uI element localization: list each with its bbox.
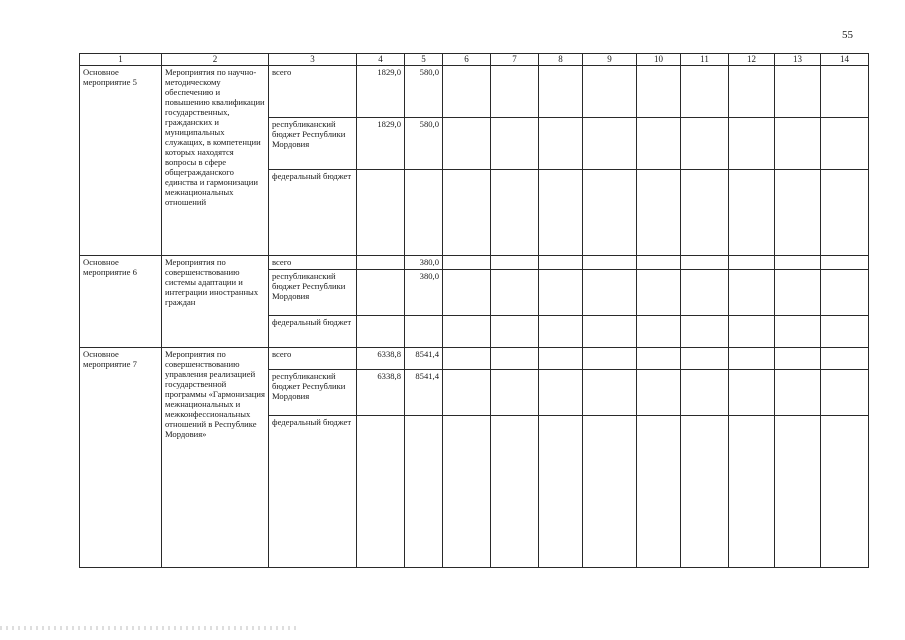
measure-name: Основное мероприятие 7 [80, 348, 162, 568]
value-cell: 6338,8 [357, 370, 405, 416]
column-header: 7 [491, 54, 539, 66]
measure-description: Мероприятия по научно-методическому обеспечению и повышению квалификации государственных, гражданских и муниципальных служащих, в компетенции которых находятся вопросы в сфере общегражданского единства и гармонизации межнациональных отношений [162, 66, 269, 256]
column-header: 8 [539, 54, 583, 66]
column-header: 14 [821, 54, 869, 66]
column-header: 1 [80, 54, 162, 66]
value-cell: 6338,8 [357, 348, 405, 370]
funding-source: федеральный бюджет [269, 416, 357, 568]
value-cell: 8541,4 [405, 370, 443, 416]
value-cell: 1829,0 [357, 66, 405, 118]
measure-name: Основное мероприятие 5 [80, 66, 162, 256]
column-header: 9 [583, 54, 637, 66]
value-cell: 580,0 [405, 118, 443, 170]
value-cell [405, 416, 443, 568]
column-header: 3 [269, 54, 357, 66]
column-header: 10 [637, 54, 681, 66]
page-number: 55 [842, 29, 853, 41]
value-cell [405, 316, 443, 348]
column-header: 13 [775, 54, 821, 66]
scan-artifact [0, 626, 300, 630]
funding-source: всего [269, 348, 357, 370]
table-row [80, 66, 869, 118]
value-cell: 8541,4 [405, 348, 443, 370]
value-cell: 380,0 [405, 256, 443, 270]
value-cell [357, 256, 405, 270]
column-header: 11 [681, 54, 729, 66]
budget-table [79, 53, 869, 568]
measure-name: Основное мероприятие 6 [80, 256, 162, 348]
column-header: 12 [729, 54, 775, 66]
funding-source: всего [269, 256, 357, 270]
funding-source: федеральный бюджет [269, 170, 357, 256]
table-row [80, 256, 869, 270]
column-header: 6 [443, 54, 491, 66]
funding-source: всего [269, 66, 357, 118]
value-cell [405, 170, 443, 256]
value-cell [357, 316, 405, 348]
table-row [80, 348, 869, 370]
funding-source: федеральный бюджет [269, 316, 357, 348]
column-header: 4 [357, 54, 405, 66]
column-number-row [80, 54, 869, 66]
funding-source: республиканский бюджет Республики Мордовия [269, 370, 357, 416]
value-cell: 380,0 [405, 270, 443, 316]
value-cell [357, 270, 405, 316]
funding-source: республиканский бюджет Республики Мордовия [269, 118, 357, 170]
value-cell: 1829,0 [357, 118, 405, 170]
value-cell [357, 170, 405, 256]
value-cell: 580,0 [405, 66, 443, 118]
value-cell [357, 416, 405, 568]
measure-description: Мероприятия по совершенствованию системы адаптации и интеграции иностранных граждан [162, 256, 269, 348]
funding-source: республиканский бюджет Республики Мордовия [269, 270, 357, 316]
measure-description: Мероприятия по совершенствованию управления реализацией государственной программы «Гармонизация межнациональных и межконфессиональных отношений в Республике Мордовия» [162, 348, 269, 568]
column-header: 5 [405, 54, 443, 66]
column-header: 2 [162, 54, 269, 66]
